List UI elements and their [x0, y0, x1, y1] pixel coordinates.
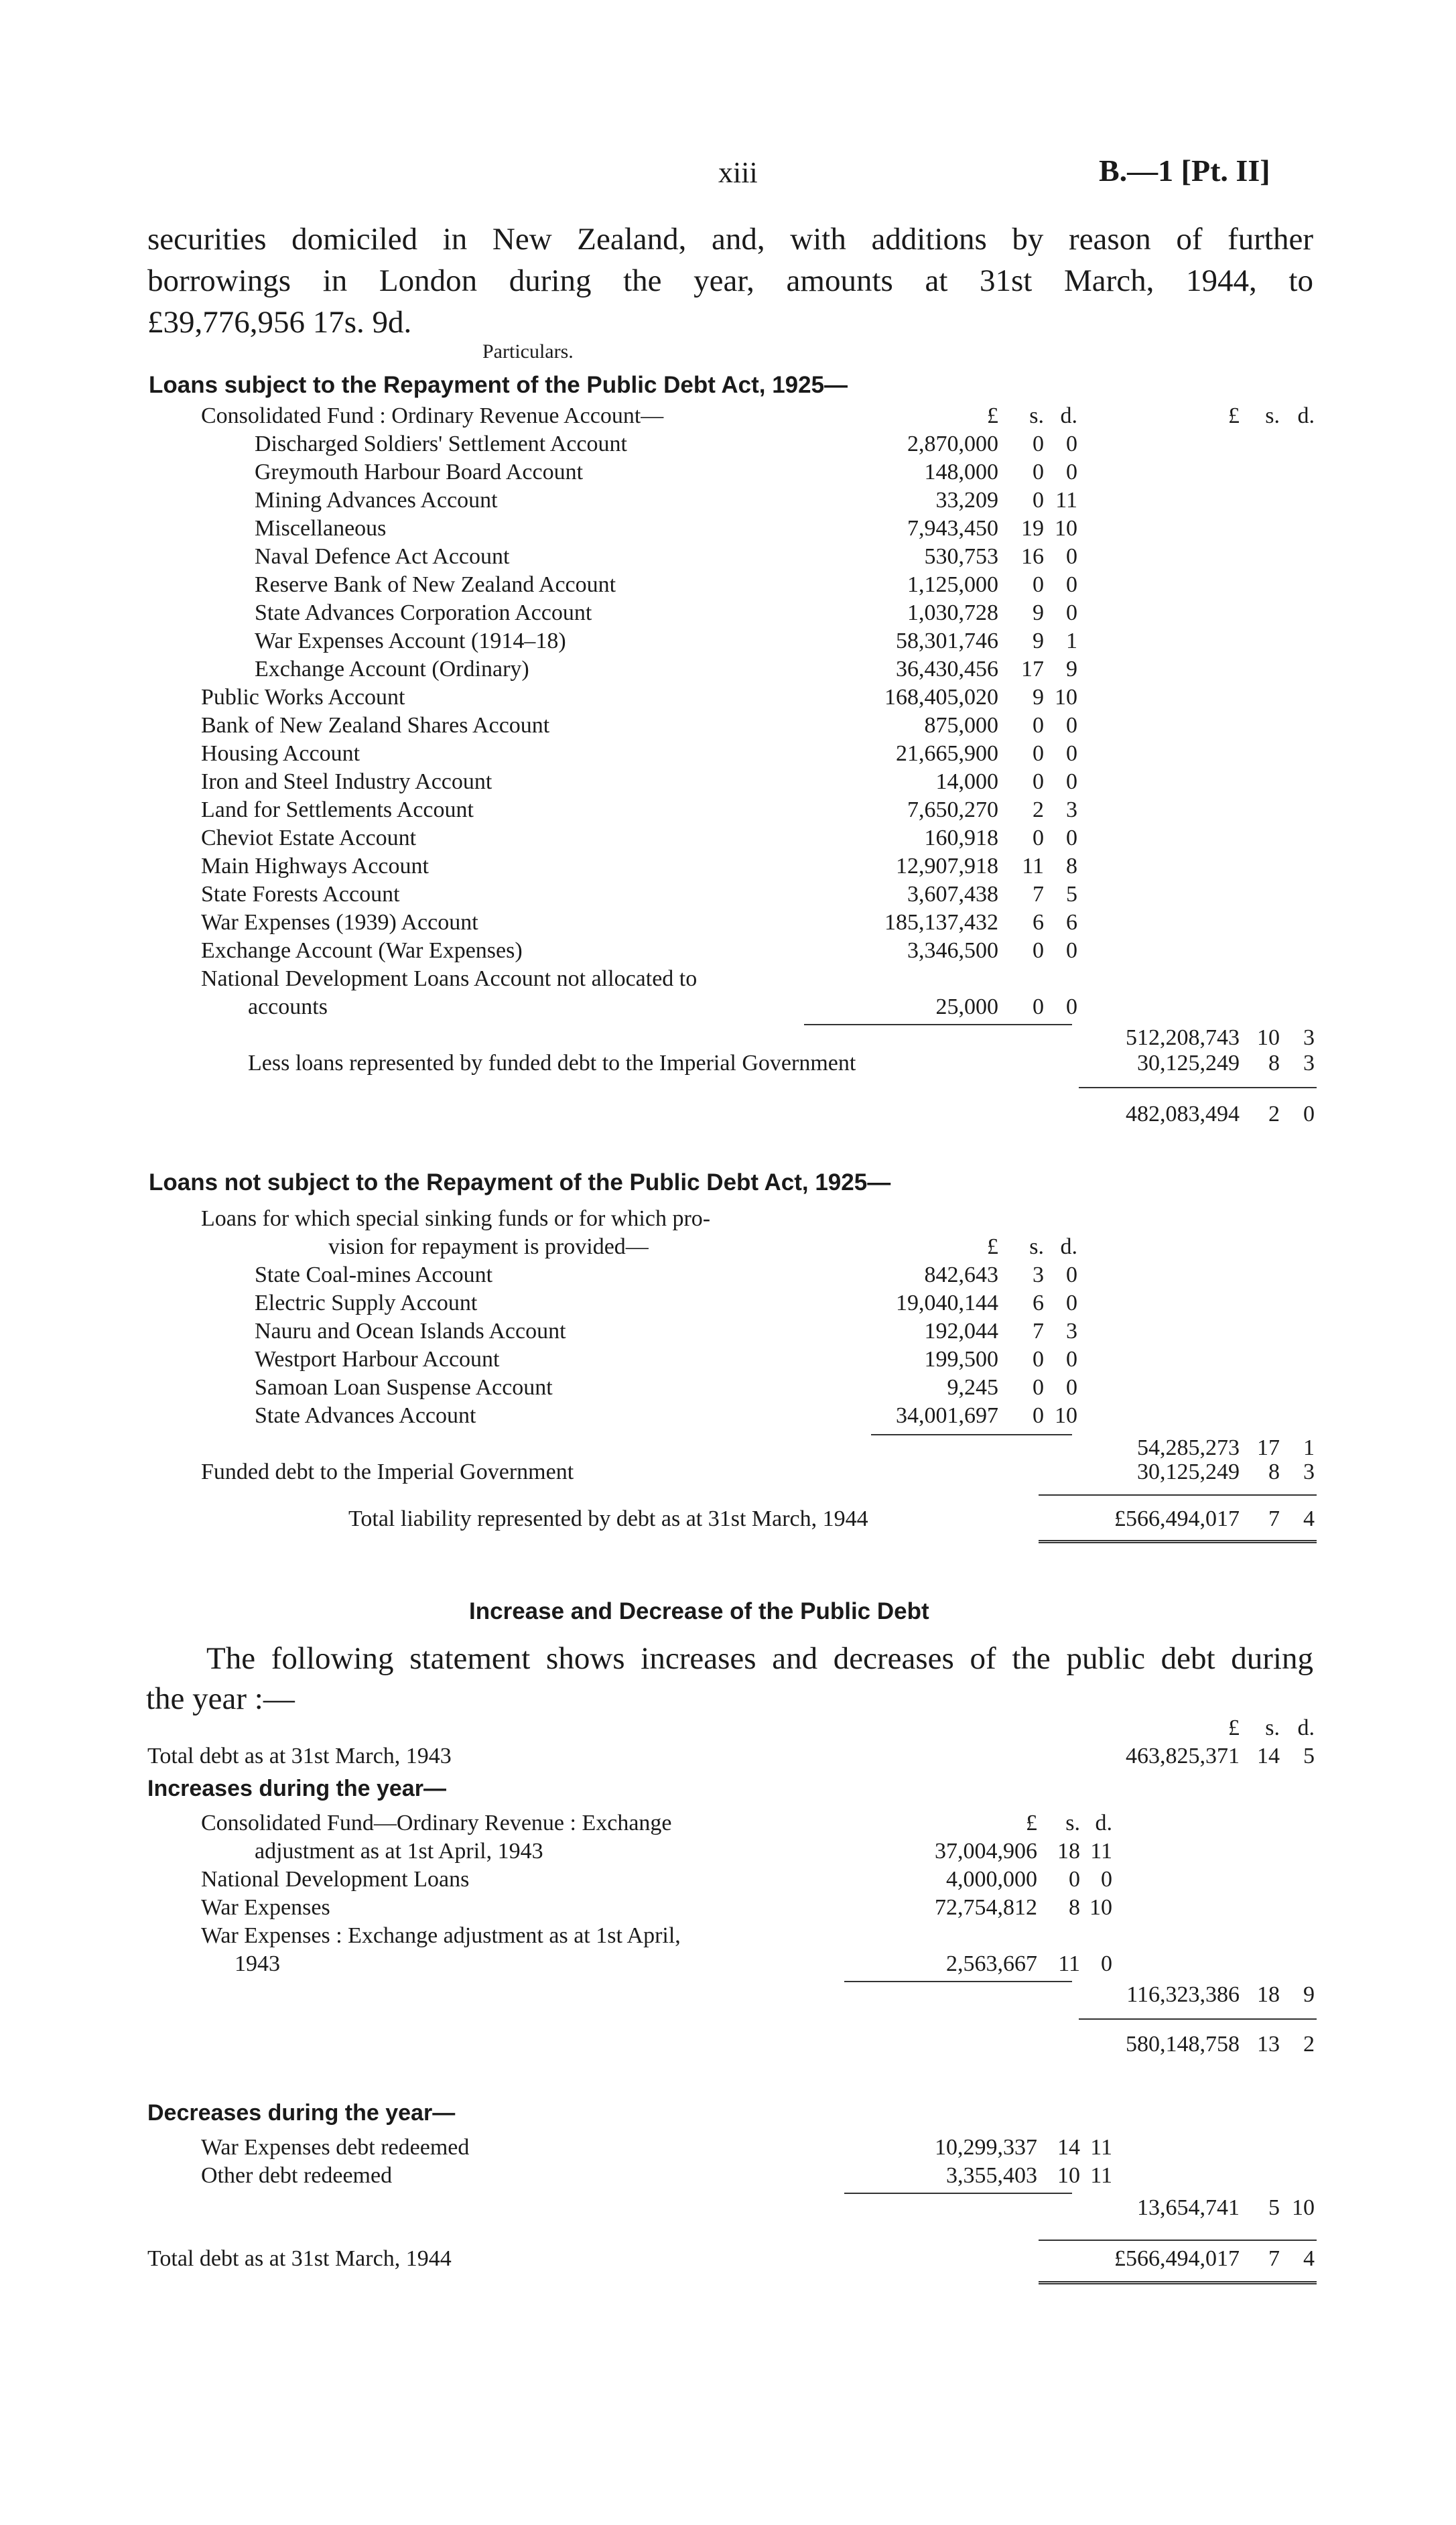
- increase-item-label: War Expenses: [201, 1895, 330, 1920]
- closing-debt-shillings: 7: [1268, 2246, 1280, 2271]
- item-pence: 0: [1066, 826, 1077, 850]
- section1-heading: Loans subject to the Repayment of the Public Debt Act, 1925—: [149, 372, 848, 398]
- opening-debt-pence: 5: [1303, 1744, 1315, 1768]
- increase-we-label-cont: 1943: [235, 1951, 280, 1976]
- total-liability-shillings: 7: [1268, 1506, 1280, 1531]
- increase-we-label: War Expenses : Exchange adjustment as at 1st April,: [201, 1923, 681, 1948]
- item-shillings: 0: [1033, 713, 1044, 738]
- decrease-total-pounds: 13,654,741: [1137, 2195, 1240, 2220]
- section1-total-heads-s-head: s.: [1265, 403, 1280, 428]
- item-pounds: 168,405,020: [884, 685, 998, 710]
- increase-cf-label: Consolidated Fund—Ordinary Revenue : Exchange: [201, 1811, 672, 1835]
- document-reference: B.—1 [Pt. II]: [1099, 153, 1270, 188]
- item-pence: 0: [1066, 1262, 1077, 1287]
- section3-heading: Increase and Decrease of the Public Debt: [469, 1598, 929, 1624]
- item-pence: 8: [1066, 854, 1077, 879]
- item-shillings: 9: [1033, 685, 1044, 710]
- item-label: Iron and Steel Industry Account: [201, 769, 492, 794]
- item-pounds: 3,607,438: [907, 882, 998, 907]
- section2-col-heads-d-head: d.: [1060, 1234, 1077, 1259]
- decrease-item-pounds: 10,299,337: [935, 2135, 1037, 2160]
- section3-col-heads-s-head: s.: [1265, 1715, 1280, 1740]
- cf-item-pence: 10: [1055, 516, 1077, 541]
- funded-debt-pounds: 30,125,249: [1137, 1460, 1240, 1484]
- item-shillings: 7: [1033, 1319, 1044, 1344]
- increase-col-heads-pound-sign: £: [1026, 1811, 1037, 1835]
- cf-item-shillings: 0: [1033, 432, 1044, 456]
- cf-item-label: Mining Advances Account: [255, 488, 498, 513]
- item-pounds: 21,665,900: [896, 741, 998, 766]
- increase-total-pounds: 116,323,386: [1126, 1982, 1240, 2007]
- item-label: Land for Settlements Account: [201, 797, 474, 822]
- cf-item-pounds: 2,870,000: [907, 432, 998, 456]
- national-development-pence: 0: [1066, 994, 1077, 1019]
- cf-item-pounds: 1,125,000: [907, 572, 998, 597]
- after-increase-pounds: 580,148,758: [1126, 2032, 1240, 2057]
- decrease-item-pence: 11: [1090, 2135, 1112, 2160]
- item-pence: 5: [1066, 882, 1077, 907]
- item-shillings: 0: [1033, 1347, 1044, 1372]
- item-label: State Coal-mines Account: [255, 1262, 493, 1287]
- item-label: Westport Harbour Account: [255, 1347, 500, 1372]
- total-double-rule: [1039, 1540, 1317, 1543]
- item-label: Electric Supply Account: [255, 1291, 478, 1315]
- national-development-label: National Development Loans Account not allocated to: [201, 966, 698, 991]
- item-shillings: 0: [1033, 938, 1044, 963]
- increase-total-pence: 9: [1303, 1982, 1315, 2007]
- cf-item-pence: 9: [1066, 657, 1077, 682]
- increase-item-label: National Development Loans: [201, 1867, 470, 1892]
- section1-net-shillings: 2: [1268, 1102, 1280, 1126]
- funded-debt-pence: 3: [1303, 1460, 1315, 1484]
- less-loans-pence: 3: [1303, 1051, 1315, 1076]
- section3-col-heads-d-head: d.: [1297, 1715, 1315, 1740]
- decrease-subtotal-rule: [844, 2193, 1072, 2194]
- item-shillings: 0: [1033, 1403, 1044, 1428]
- item-pounds: 185,137,432: [884, 910, 998, 935]
- national-development-label-cont: accounts: [248, 994, 328, 1019]
- decreases-heading: Decreases during the year—: [147, 2100, 456, 2126]
- cf-item-shillings: 19: [1021, 516, 1044, 541]
- cf-item-label: Naval Defence Act Account: [255, 544, 510, 569]
- increase-item-pounds: 72,754,812: [935, 1895, 1037, 1920]
- item-shillings: 0: [1033, 826, 1044, 850]
- cf-item-label: Exchange Account (Ordinary): [255, 657, 529, 682]
- section1-net-pounds: 482,083,494: [1126, 1102, 1240, 1126]
- item-pounds: 14,000: [935, 769, 998, 794]
- increases-heading: Increases during the year—: [147, 1776, 446, 1801]
- item-pounds: 199,500: [924, 1347, 998, 1372]
- item-pounds: 875,000: [924, 713, 998, 738]
- closing-double-rule: [1039, 2281, 1317, 2284]
- item-label: State Forests Account: [201, 882, 400, 907]
- section3-paragraph-line: the year :—: [146, 1681, 295, 1716]
- section2-subtotal-pence: 1: [1303, 1435, 1315, 1460]
- closing-debt-label: Total debt as at 31st March, 1944: [147, 2246, 452, 2271]
- decrease-item-label: Other debt redeemed: [201, 2163, 393, 2188]
- increase-cf-label-cont: adjustment as at 1st April, 1943: [255, 1839, 543, 1864]
- closing-rule: [1039, 2240, 1317, 2241]
- funded-debt-label: Funded debt to the Imperial Government: [201, 1460, 574, 1484]
- particulars-label: Particulars.: [482, 340, 574, 363]
- total-liability-pounds: £566,494,017: [1114, 1506, 1240, 1531]
- section2-col-heads-pound-sign: £: [987, 1234, 998, 1259]
- intro-line: borrowings in London during the year, amounts at 31st March, 1944, to: [147, 263, 1313, 298]
- cf-item-pence: 0: [1066, 460, 1077, 484]
- section1-subtotal-pounds: 512,208,743: [1126, 1025, 1240, 1050]
- after-increase-rule: [1079, 2018, 1317, 2020]
- section1-col-heads-pound-sign: £: [987, 403, 998, 428]
- increase-we-shillings: 11: [1058, 1951, 1080, 1976]
- item-pence: 0: [1066, 1347, 1077, 1372]
- cf-item-shillings: 16: [1021, 544, 1044, 569]
- page-number: xiii: [718, 156, 758, 189]
- opening-debt-pounds: 463,825,371: [1126, 1744, 1240, 1768]
- cf-item-shillings: 0: [1033, 460, 1044, 484]
- item-pounds: 160,918: [924, 826, 998, 850]
- item-pounds: 3,346,500: [907, 938, 998, 963]
- item-pence: 3: [1066, 797, 1077, 822]
- item-label: Cheviot Estate Account: [201, 826, 417, 850]
- cf-item-pence: 1: [1066, 629, 1077, 653]
- cf-item-pounds: 36,430,456: [896, 657, 998, 682]
- after-increase-shillings: 13: [1257, 2032, 1280, 2057]
- decrease-item-pounds: 3,355,403: [946, 2163, 1037, 2188]
- cf-item-label: State Advances Corporation Account: [255, 600, 592, 625]
- item-shillings: 0: [1033, 1375, 1044, 1400]
- item-label: Nauru and Ocean Islands Account: [255, 1319, 566, 1344]
- consolidated-fund-heading: Consolidated Fund : Ordinary Revenue Account—: [201, 403, 664, 428]
- section2-subtotal-pounds: 54,285,273: [1137, 1435, 1240, 1460]
- section2-heading: Loans not subject to the Repayment of the Public Debt Act, 1925—: [149, 1169, 891, 1195]
- cf-item-pounds: 7,943,450: [907, 516, 998, 541]
- cf-item-pounds: 33,209: [935, 488, 998, 513]
- item-pounds: 19,040,144: [896, 1291, 998, 1315]
- item-pence: 6: [1066, 910, 1077, 935]
- item-shillings: 7: [1033, 882, 1044, 907]
- net-rule: [1079, 1087, 1317, 1088]
- item-label: Samoan Loan Suspense Account: [255, 1375, 553, 1400]
- increase-we-pence: 0: [1101, 1951, 1112, 1976]
- item-shillings: 6: [1033, 1291, 1044, 1315]
- item-label: Exchange Account (War Expenses): [201, 938, 523, 963]
- total-rule: [1039, 1494, 1317, 1496]
- item-pounds: 12,907,918: [896, 854, 998, 879]
- less-loans-pounds: 30,125,249: [1137, 1051, 1240, 1076]
- item-pounds: 842,643: [924, 1262, 998, 1287]
- item-pence: 0: [1066, 1375, 1077, 1400]
- increase-item-shillings: 0: [1069, 1867, 1080, 1892]
- cf-item-label: War Expenses Account (1914–18): [255, 629, 566, 653]
- increase-cf-pence: 11: [1090, 1839, 1112, 1864]
- item-pence: 0: [1066, 713, 1077, 738]
- decrease-item-shillings: 10: [1057, 2163, 1080, 2188]
- section1-col-heads-s-head: s.: [1029, 403, 1044, 428]
- closing-debt-pounds: £566,494,017: [1114, 2246, 1240, 2271]
- increase-item-pence: 0: [1101, 1867, 1112, 1892]
- total-liability-label: Total liability represented by debt as at 31st March, 1944: [348, 1506, 868, 1531]
- item-label: Housing Account: [201, 741, 360, 766]
- section1-subtotal-pence: 3: [1303, 1025, 1315, 1050]
- cf-item-shillings: 0: [1033, 572, 1044, 597]
- cf-item-pence: 0: [1066, 544, 1077, 569]
- item-pence: 0: [1066, 769, 1077, 794]
- increase-cf-pounds: 37,004,906: [935, 1839, 1037, 1864]
- less-loans-shillings: 8: [1268, 1051, 1280, 1076]
- cf-item-label: Discharged Soldiers' Settlement Account: [255, 432, 628, 456]
- increase-item-pence: 10: [1089, 1895, 1112, 1920]
- cf-item-pence: 0: [1066, 600, 1077, 625]
- decrease-item-shillings: 14: [1057, 2135, 1080, 2160]
- item-label: War Expenses (1939) Account: [201, 910, 478, 935]
- section1-net-pence: 0: [1303, 1102, 1315, 1126]
- item-label: Public Works Account: [201, 685, 405, 710]
- section2-intro-cont: vision for repayment is provided—: [328, 1234, 649, 1259]
- decrease-total-shillings: 5: [1268, 2195, 1280, 2220]
- item-shillings: 11: [1022, 854, 1044, 879]
- section3-col-heads-pound-sign: £: [1228, 1715, 1240, 1740]
- item-pence: 0: [1066, 1291, 1077, 1315]
- item-label: Bank of New Zealand Shares Account: [201, 713, 550, 738]
- cf-item-pounds: 58,301,746: [896, 629, 998, 653]
- section1-col-heads-d-head: d.: [1060, 403, 1077, 428]
- cf-item-pounds: 148,000: [924, 460, 998, 484]
- item-shillings: 0: [1033, 741, 1044, 766]
- opening-debt-label: Total debt as at 31st March, 1943: [147, 1744, 452, 1768]
- section1-total-heads-pound-sign: £: [1228, 403, 1240, 428]
- increase-we-pounds: 2,563,667: [946, 1951, 1037, 1976]
- decrease-total-pence: 10: [1292, 2195, 1315, 2220]
- cf-item-shillings: 17: [1021, 657, 1044, 682]
- item-pence: 0: [1066, 938, 1077, 963]
- item-pence: 10: [1055, 1403, 1077, 1428]
- section3-paragraph-line: The following statement shows increases and decreases of the public debt during: [206, 1641, 1313, 1676]
- item-pounds: 7,650,270: [907, 797, 998, 822]
- intro-line: £39,776,956 17s. 9d.: [147, 305, 412, 340]
- item-label: State Advances Account: [255, 1403, 476, 1428]
- cf-item-shillings: 9: [1033, 600, 1044, 625]
- item-shillings: 6: [1033, 910, 1044, 935]
- section2-subtotal-shillings: 17: [1257, 1435, 1280, 1460]
- item-pounds: 9,245: [947, 1375, 998, 1400]
- section1-subtotal-shillings: 10: [1257, 1025, 1280, 1050]
- closing-debt-pence: 4: [1303, 2246, 1315, 2271]
- section1-total-heads-d-head: d.: [1297, 403, 1315, 428]
- item-shillings: 3: [1033, 1262, 1044, 1287]
- cf-item-shillings: 0: [1033, 488, 1044, 513]
- cf-item-pounds: 1,030,728: [907, 600, 998, 625]
- item-pence: 3: [1066, 1319, 1077, 1344]
- decrease-item-label: War Expenses debt redeemed: [201, 2135, 470, 2160]
- cf-item-label: Reserve Bank of New Zealand Account: [255, 572, 616, 597]
- cf-item-pence: 0: [1066, 572, 1077, 597]
- funded-debt-shillings: 8: [1268, 1460, 1280, 1484]
- intro-paragraph: [147, 218, 1313, 343]
- less-loans-label: Less loans represented by funded debt to the Imperial Government: [248, 1051, 856, 1076]
- section2-col-heads-s-head: s.: [1029, 1234, 1044, 1259]
- increase-col-heads-d-head: d.: [1095, 1811, 1112, 1835]
- cf-item-pounds: 530,753: [924, 544, 998, 569]
- cf-item-pence: 0: [1066, 432, 1077, 456]
- increase-cf-shillings: 18: [1057, 1839, 1080, 1864]
- item-pounds: 34,001,697: [896, 1403, 998, 1428]
- increase-item-shillings: 8: [1069, 1895, 1080, 1920]
- item-shillings: 0: [1033, 769, 1044, 794]
- cf-item-shillings: 9: [1033, 629, 1044, 653]
- cf-item-pence: 11: [1055, 488, 1077, 513]
- after-increase-pence: 2: [1303, 2032, 1315, 2057]
- increase-item-pounds: 4,000,000: [946, 1867, 1037, 1892]
- increase-total-shillings: 18: [1257, 1982, 1280, 2007]
- item-pounds: 192,044: [924, 1319, 998, 1344]
- item-label: Main Highways Account: [201, 854, 429, 879]
- cf-item-label: Miscellaneous: [255, 516, 387, 541]
- opening-debt-shillings: 14: [1257, 1744, 1280, 1768]
- total-liability-pence: 4: [1303, 1506, 1315, 1531]
- cf-item-label: Greymouth Harbour Board Account: [255, 460, 584, 484]
- increase-col-heads-s-head: s.: [1065, 1811, 1080, 1835]
- item-pence: 0: [1066, 741, 1077, 766]
- national-development-shillings: 0: [1033, 994, 1044, 1019]
- intro-line: securities domiciled in New Zealand, and, with additions by reason of further: [147, 222, 1313, 257]
- national-development-pounds: 25,000: [935, 994, 998, 1019]
- decrease-item-pence: 11: [1090, 2163, 1112, 2188]
- section2-intro: Loans for which special sinking funds or for which pro-: [201, 1206, 711, 1231]
- item-shillings: 2: [1033, 797, 1044, 822]
- item-pence: 10: [1055, 685, 1077, 710]
